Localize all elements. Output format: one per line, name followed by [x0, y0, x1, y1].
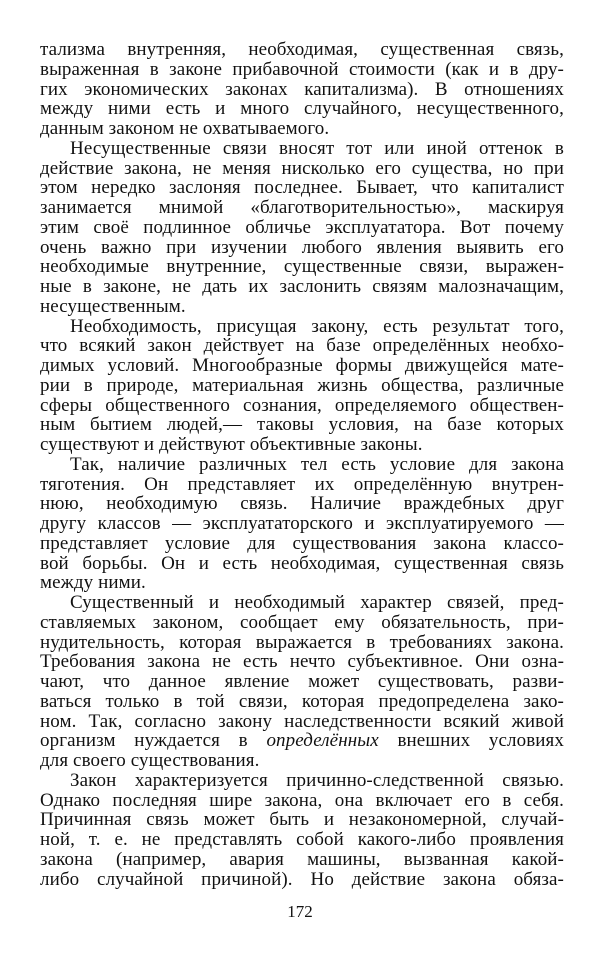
text-line: между ними есть и много случайного, несущественного,: [40, 98, 564, 120]
text-line: выраженная в законе прибавочной стоимости (как и в дру-: [40, 58, 564, 80]
text-line: занимается мнимой «благотворительностью», маскируя: [40, 197, 564, 218]
text-line: димых условий. Многообразные формы движущейся мате-: [40, 355, 564, 376]
paragraph: [40, 139, 564, 317]
paragraph: [40, 40, 564, 139]
text-line: ной, т. е. не представлять собой какого-либо проявления: [40, 829, 564, 850]
text-line: представляет условие для существования закона классо-: [40, 532, 564, 554]
book-page-text: [40, 40, 564, 889]
text-line: закона (например, авария машины, вызванная какой-: [40, 848, 564, 870]
text-line: этим своё подлинное обличье эксплуататора. Вот почему: [40, 216, 564, 238]
text-line: ные в законе, не дать их заслонить связям малозначащим,: [40, 276, 564, 297]
text-line: рии в природе, материальная жизнь общества, различные: [40, 374, 564, 396]
text-line: организм нуждается в определённых внешних условиях: [40, 730, 564, 752]
text-line: ставляемых законом, сообщает ему обязательность, при-: [40, 611, 564, 633]
text-line: между ними.: [40, 572, 146, 594]
text-line: Так, наличие различных тел есть условие для закона: [70, 453, 564, 475]
text-line: ном. Так, согласно закону наследственности всякий живой: [40, 710, 564, 732]
text-line: очень важно при изучении любого явления выявить его: [40, 236, 564, 258]
text-line: Необходимость, присущая закону, есть результат того,: [70, 315, 564, 337]
text-line: данным законом не охватываемого.: [40, 118, 330, 139]
text-line: нюю, необходимую связь. Наличие враждебных друг: [40, 493, 564, 515]
text-line: действие закона, не меняя нисколько его существа, но при: [40, 157, 564, 179]
text-line: несущественным.: [40, 295, 186, 317]
text-line: существуют и действуют объективные законы.: [40, 434, 423, 455]
text-line: гих экономических законах капитализма). В отношениях: [40, 78, 564, 100]
text-line: необходимые внутренние, существенные связи, выражен-: [40, 256, 564, 278]
text-line: ваться только в той связи, которая предопределена зако-: [40, 690, 564, 712]
text-line: нудительность, которая выражается в требованиях закона.: [40, 631, 564, 653]
text-line: тяготения. Он представляет их определённую внутрен-: [40, 473, 564, 495]
text-line: ным бытием людей,— таковы условия, на базе которых: [40, 414, 564, 436]
text-line: другу классов — эксплуататорского и эксплуатируемого —: [40, 513, 564, 534]
text-line: что всякий закон действует на базе определённых необхо-: [40, 335, 564, 357]
text-line: Закон характеризуется причинно-следственной связью.: [70, 769, 564, 791]
italic-emphasis: определённых: [266, 730, 379, 752]
text-line: Требования закона не есть нечто субъективное. Они озна-: [40, 651, 564, 673]
text-line: этом нередко заслоняя последнее. Бывает, что капиталист: [40, 177, 564, 199]
paragraph: [40, 593, 564, 771]
text-line: сферы общественного сознания, определяемого обществен-: [40, 394, 564, 416]
paragraph: [40, 317, 564, 455]
text-line: для своего существования.: [40, 750, 260, 771]
text-line: Несущественные связи вносят тот или иной оттенок в: [70, 137, 564, 159]
text-line: Однако последняя шире закона, она включает его в себя.: [40, 789, 564, 811]
paragraph: [40, 771, 564, 890]
page-number: 172: [287, 902, 313, 921]
text-line: Существенный и необходимый характер связей, пред-: [70, 592, 564, 613]
text-line: чают, что данное явление может существовать, разви-: [40, 671, 564, 692]
text-line: Причинная связь может быть и незакономерной, случай-: [40, 809, 564, 831]
paragraph: [40, 455, 564, 593]
text-line: либо случайной причиной). Но действие закона обяза-: [40, 868, 564, 890]
text-line: тализма внутренняя, необходимая, существенная связь,: [40, 39, 564, 60]
text-line: вой борьбы. Он и есть необходимая, существенная связь: [40, 552, 564, 574]
